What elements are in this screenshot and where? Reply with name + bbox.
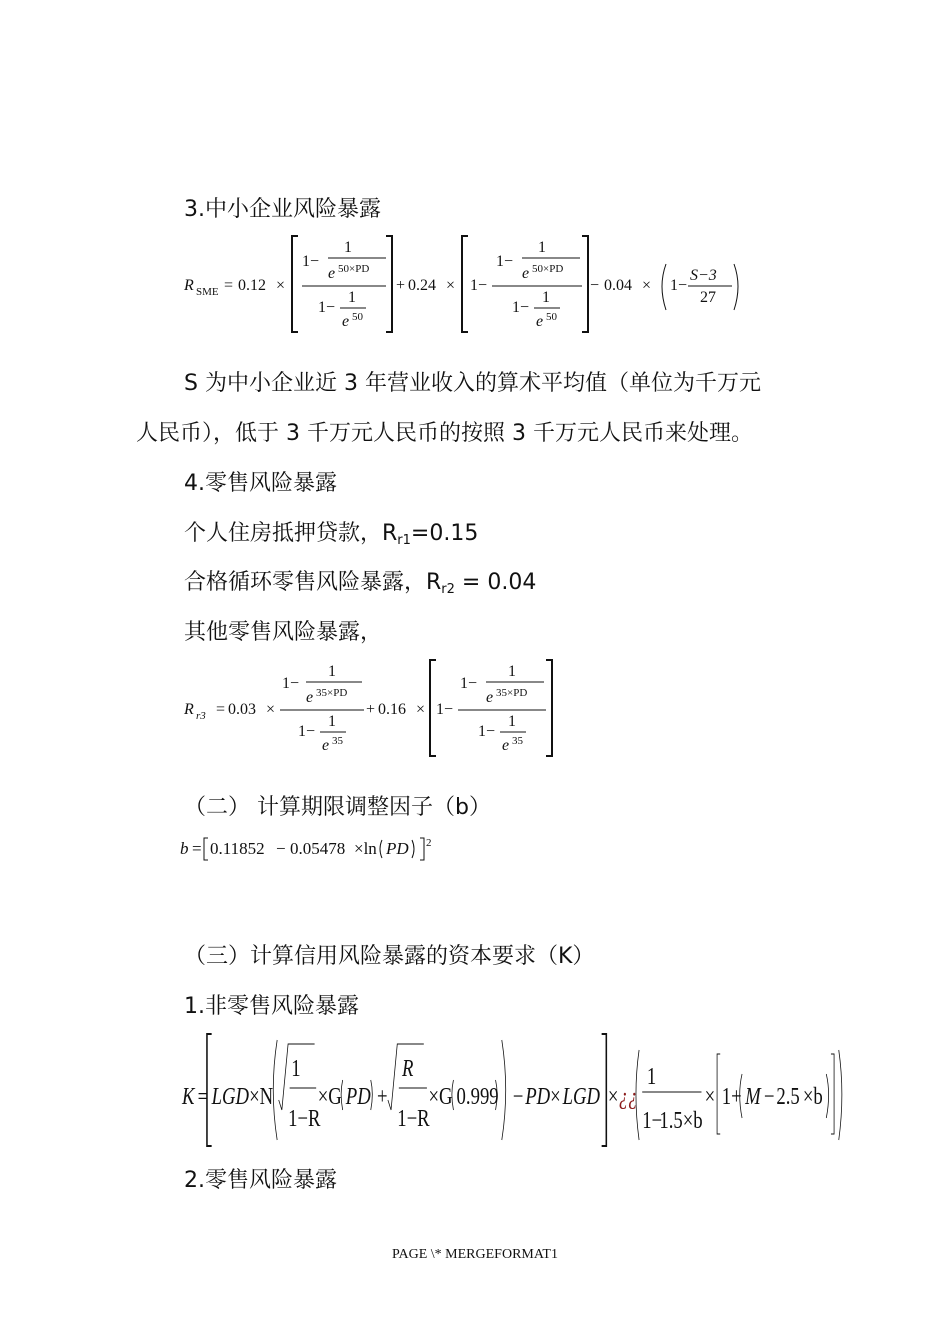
svg-text:1−: 1− — [670, 277, 688, 294]
svg-text:×: × — [416, 701, 426, 718]
sme-s-num: S−3 — [690, 267, 717, 284]
svg-text:e: e — [486, 689, 494, 706]
k-lhs: K — [182, 1082, 195, 1110]
svg-text:1: 1 — [542, 289, 550, 306]
svg-text:×G: ×G — [317, 1082, 342, 1110]
rr2-line — [184, 569, 536, 604]
rr3-c2: 0.16 — [378, 701, 406, 718]
svg-text:=: = — [197, 1082, 209, 1110]
svg-text:e: e — [522, 265, 530, 282]
rr1-value: =0.15 — [410, 521, 479, 546]
svg-text:×: × — [266, 701, 276, 718]
b-c1: 0.11852 — [210, 839, 265, 858]
rr3-pd-term-2: 35×PD — [496, 687, 528, 699]
svg-text:1−: 1− — [478, 723, 496, 740]
svg-text:×: × — [704, 1082, 716, 1110]
svg-text:×: × — [550, 1082, 561, 1110]
svg-text:1−: 1− — [298, 723, 316, 740]
rr2-sub: r2 — [441, 582, 455, 597]
rr1-sub: r1 — [397, 533, 411, 548]
svg-text:+: + — [366, 701, 376, 718]
svg-text:1: 1 — [348, 289, 356, 306]
b-pd: PD — [386, 839, 409, 858]
k-lgd-2: LGD — [562, 1082, 601, 1110]
svg-text:e: e — [536, 313, 544, 330]
rr1-line — [184, 520, 478, 555]
svg-text:1−R: 1−R — [288, 1104, 321, 1132]
svg-text:1: 1 — [538, 239, 546, 256]
svg-text:1−: 1− — [318, 299, 336, 316]
svg-text:1−: 1− — [282, 675, 300, 692]
s-description-line1: S 为中小企业近 3 年营业收入的算术平均值（单位为千万元 — [184, 371, 761, 396]
b-heading: （二） 计算期限调整因子（b） — [184, 795, 491, 820]
b-exp: 2 — [426, 837, 432, 849]
k-glyph: ¿¿ — [618, 1082, 638, 1110]
sme-c3: 0.04 — [604, 277, 632, 294]
svg-text:1−: 1− — [302, 253, 320, 270]
rr3-formula — [180, 654, 580, 764]
s-description-line2: 人民币），低于 3 千万元人民币的按照 3 千万元人民币来处理。 — [136, 421, 753, 446]
svg-text:1−R: 1−R — [397, 1104, 430, 1132]
sme-lhs: R — [184, 277, 194, 294]
svg-text:1: 1 — [291, 1054, 301, 1082]
svg-text:1−: 1− — [436, 701, 454, 718]
page-footer: PAGE \* MERGEFORMAT1 — [392, 1247, 558, 1262]
sme-heading: 3.中小企业风险暴露 — [184, 197, 381, 222]
svg-text:=: = — [192, 839, 202, 858]
svg-text:−: − — [512, 1082, 524, 1110]
k-formula — [182, 1030, 823, 1152]
svg-text:×b: ×b — [802, 1082, 823, 1110]
sme-k50-1: 50 — [352, 311, 363, 323]
svg-text:×: × — [446, 277, 456, 294]
k-c-b: 1.5 — [659, 1106, 683, 1134]
sme-s-den: 27 — [700, 289, 716, 306]
svg-text:×b: ×b — [682, 1106, 703, 1134]
svg-text:1: 1 — [328, 713, 336, 730]
rr2-value: = 0.04 — [454, 570, 537, 595]
svg-text:×ln: ×ln — [354, 839, 377, 858]
svg-text:1−: 1− — [460, 675, 478, 692]
rr3-c1: 0.03 — [228, 701, 256, 718]
svg-text:e: e — [306, 689, 314, 706]
svg-text:=: = — [224, 277, 234, 294]
retail2-heading: 2.零售风险暴露 — [184, 1168, 337, 1193]
sme-bracket-1-right — [386, 236, 392, 332]
svg-text:1: 1 — [508, 663, 516, 680]
b-formula — [180, 832, 480, 866]
sme-bracket-1-left — [292, 236, 298, 332]
sme-c1: 0.12 — [238, 277, 266, 294]
svg-text:×N: ×N — [249, 1082, 274, 1110]
k-lgd-1: LGD — [211, 1082, 250, 1110]
svg-text:1+: 1+ — [721, 1082, 742, 1110]
svg-text:e: e — [502, 737, 510, 754]
svg-text:1: 1 — [344, 239, 352, 256]
svg-text:+: + — [377, 1082, 388, 1110]
rr1-text: 个人住房抵押贷款，R — [184, 521, 398, 546]
svg-text:PD: PD — [525, 1082, 551, 1110]
rr3-k35-2: 35 — [512, 735, 523, 747]
sme-k50-2: 50 — [546, 311, 557, 323]
sme-pd-term-2: 50×PD — [532, 263, 564, 275]
svg-text:×: × — [642, 277, 652, 294]
rr2-text: 合格循环零售风险暴露，R — [184, 570, 442, 595]
k-g-val: 0.999 — [456, 1082, 499, 1110]
svg-text:−: − — [276, 839, 286, 858]
sme-paren-right — [734, 264, 738, 310]
k-c-m: 2.5 — [776, 1082, 800, 1110]
sme-bracket-2-right — [582, 236, 588, 332]
svg-text:R: R — [401, 1054, 414, 1082]
other-retail-label: 其他零售风险暴露， — [184, 620, 383, 645]
sme-formula — [180, 230, 760, 340]
b-c2: 0.05478 — [290, 839, 346, 858]
svg-text:1: 1 — [328, 663, 336, 680]
b-lhs: b — [180, 839, 189, 858]
rr3-bracket-right — [546, 660, 552, 756]
sme-paren-left — [662, 264, 666, 310]
svg-text:e: e — [328, 265, 336, 282]
svg-text:−: − — [763, 1082, 775, 1110]
svg-text:×G: ×G — [428, 1082, 453, 1110]
rr3-pd-term-1: 35×PD — [316, 687, 348, 699]
k-heading: （三）计算信用风险暴露的资本要求（K） — [184, 944, 595, 969]
svg-text:e: e — [342, 313, 350, 330]
svg-text:×: × — [276, 277, 286, 294]
svg-text:1: 1 — [646, 1062, 657, 1090]
svg-text:1−: 1− — [512, 299, 530, 316]
rr3-lhs-sub: r3 — [196, 710, 206, 722]
svg-text:e: e — [322, 737, 330, 754]
rr3-lhs: R — [184, 701, 194, 718]
svg-text:×: × — [607, 1082, 619, 1110]
svg-text:PD: PD — [345, 1082, 371, 1110]
sme-lhs-sub: SME — [196, 286, 219, 298]
svg-text:1−: 1− — [642, 1106, 663, 1134]
svg-text:M: M — [745, 1082, 761, 1110]
svg-text:1−: 1− — [496, 253, 514, 270]
rr3-k35-1: 35 — [332, 735, 343, 747]
svg-text:+: + — [396, 277, 406, 294]
sme-bracket-2-left — [462, 236, 468, 332]
svg-text:=: = — [216, 701, 226, 718]
nonretail-heading: 1.非零售风险暴露 — [184, 994, 359, 1019]
svg-text:−: − — [590, 277, 600, 294]
svg-text:1: 1 — [508, 713, 516, 730]
sme-c2: 0.24 — [408, 277, 436, 294]
svg-text:1−: 1− — [470, 277, 488, 294]
sme-pd-term-1: 50×PD — [338, 263, 370, 275]
retail-heading: 4.零售风险暴露 — [184, 471, 337, 496]
